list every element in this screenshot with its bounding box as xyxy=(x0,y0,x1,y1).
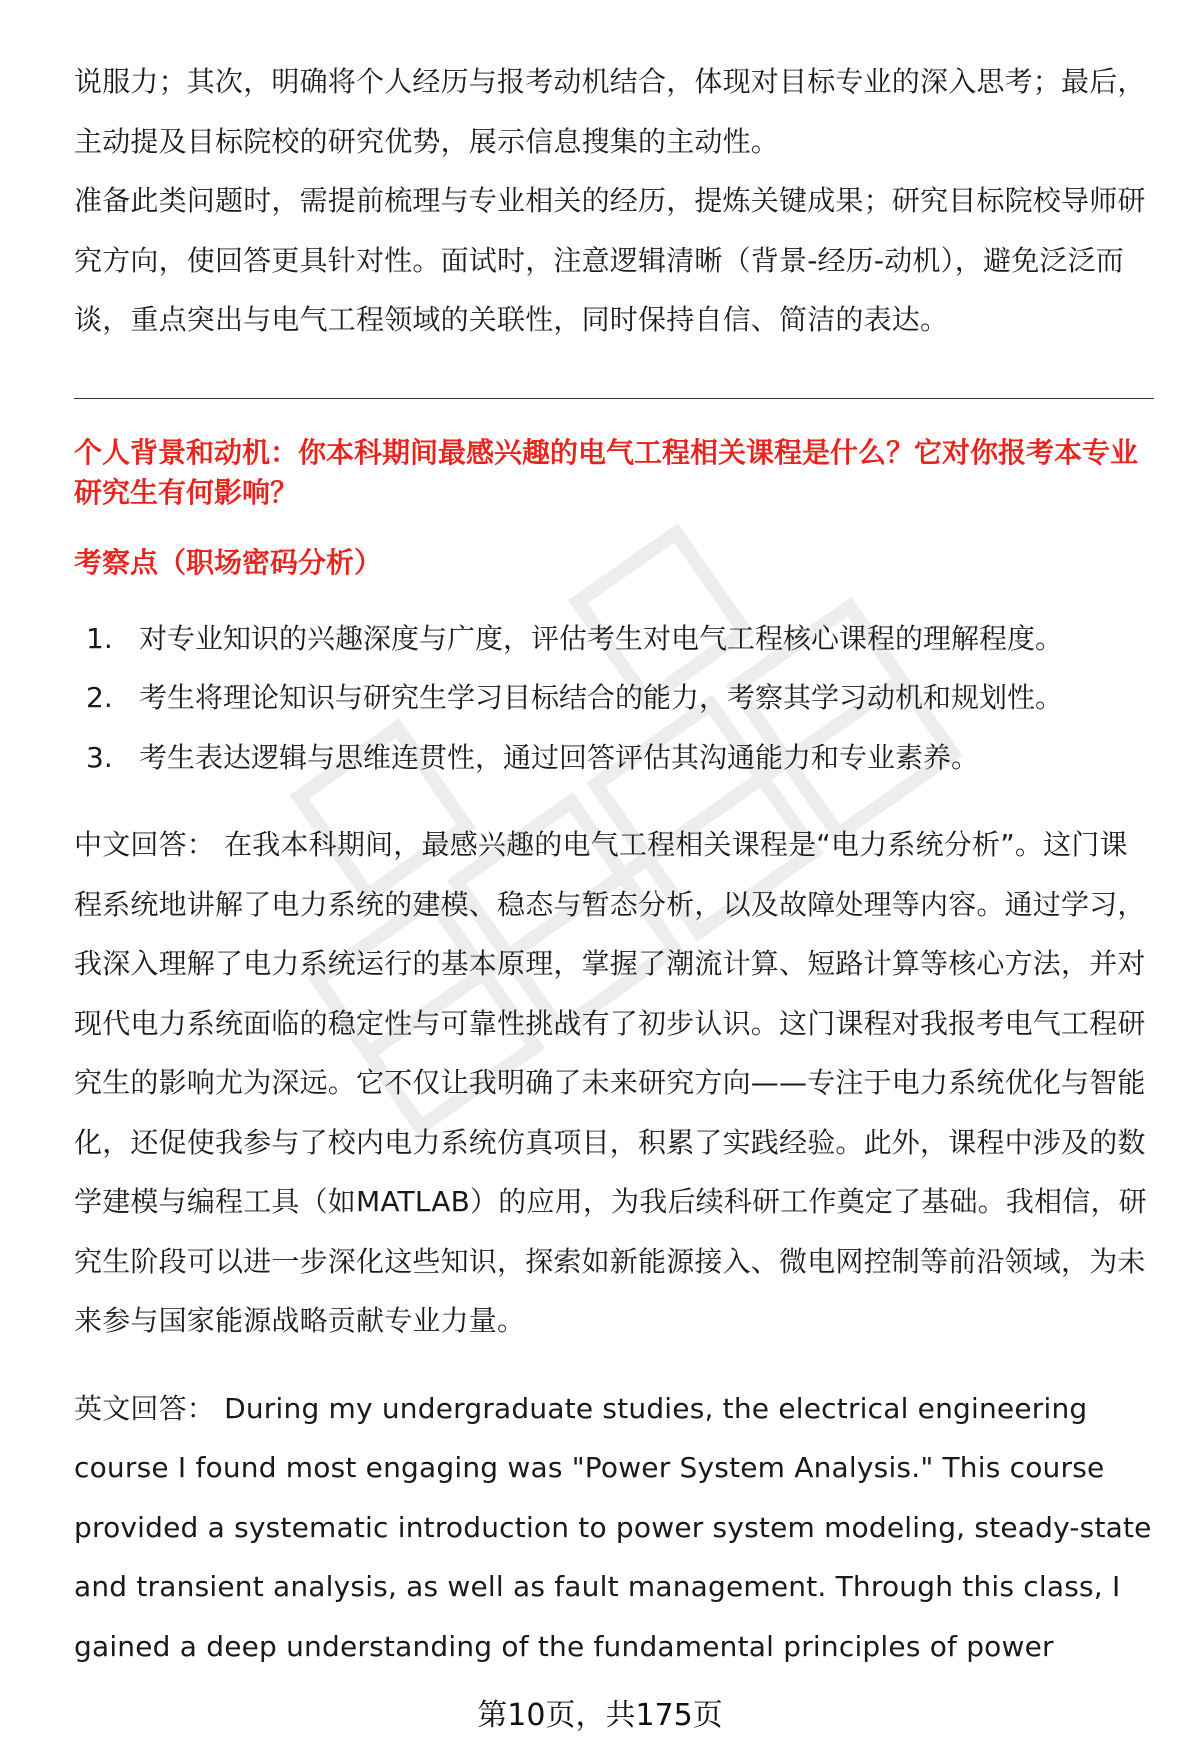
document-page xyxy=(74,52,1154,1676)
list-item xyxy=(74,609,1154,669)
list-item-number: 3. xyxy=(86,740,113,774)
list-item-number: 1. xyxy=(86,621,113,655)
question-title: 个人背景和动机：你本科期间最感兴趣的电气工程相关课程是什么？它对你报考本专业研究生有何影响？ xyxy=(74,435,1139,509)
intro-paragraph-2: 准备此类问题时，需提前梳理与专业相关的经历，提炼关键成果；研究目标院校导师研究方向，使回答更具针对性。面试时，注意逻辑清晰（背景-经历-动机），避免泛泛而谈，重点突出与电气工程领域的关联性，同时保持自信、简洁的表达。 xyxy=(74,184,1146,336)
section-divider xyxy=(74,398,1154,399)
list-item-number: 2. xyxy=(86,681,113,714)
chinese-answer: 中文回答： 在我本科期间，最感兴趣的电气工程相关课程是“电力系统分析”。这门课程系统地讲解了电力系统的建模、稳态与暂态分析，以及故障处理等内容。通过学习，我深入理解了电力系统运行的基本原理，掌握了潮流计算、短路计算等核心方法，并对现代电力系统面临的稳定性与可靠性挑战有了初步认识。这门课程对我报考电气工程研究生的影响尤为深远。它不仅让我明确了未来研究方向——专注于电力系统优化与智能化，还促使我参与了校内电力系统仿真项目，积累了实践经验。此外，课程中涉及的数学建模与编程工具（如MATLAB）的应用，为我后续科研工作奠定了基础。我相信，研究生阶段可以进一步深化这些知识，探索如新能源接入、微电网控制等前沿领域，为未来参与国家能源战略贡献专业力量。 xyxy=(74,828,1147,1337)
list-item xyxy=(74,668,1154,728)
list-item-text: 考生将理论知识与研究生学习目标结合的能力，考察其学习动机和规划性。 xyxy=(139,681,1064,714)
english-answer: 英文回答： During my undergraduate studies, the electrical engineering course I found most engaging was "Power System Analysis." This course provided a systematic introduction to power system modeling, steady-state and transient analysis, as well as fault management. Through this class, I gained a deep understanding of the fundamental principles of power xyxy=(74,1391,1152,1663)
assessment-points-list xyxy=(74,609,1154,788)
intro-paragraph-1: 说服力；其次，明确将个人经历与报考动机结合，体现对目标专业的深入思考；最后，主动提及目标院校的研究优势，展示信息搜集的主动性。 xyxy=(74,65,1146,158)
question-subtitle: 考察点（职场密码分析） xyxy=(74,545,383,579)
page-footer: 第10页，共175页 xyxy=(477,1698,723,1733)
list-item xyxy=(74,728,1154,788)
list-item-text: 考生表达逻辑与思维连贯性，通过回答评估其沟通能力和专业素养。 xyxy=(139,740,980,774)
list-item-text: 对专业知识的兴趣深度与广度，评估考生对电气工程核心课程的理解程度。 xyxy=(139,621,1064,655)
